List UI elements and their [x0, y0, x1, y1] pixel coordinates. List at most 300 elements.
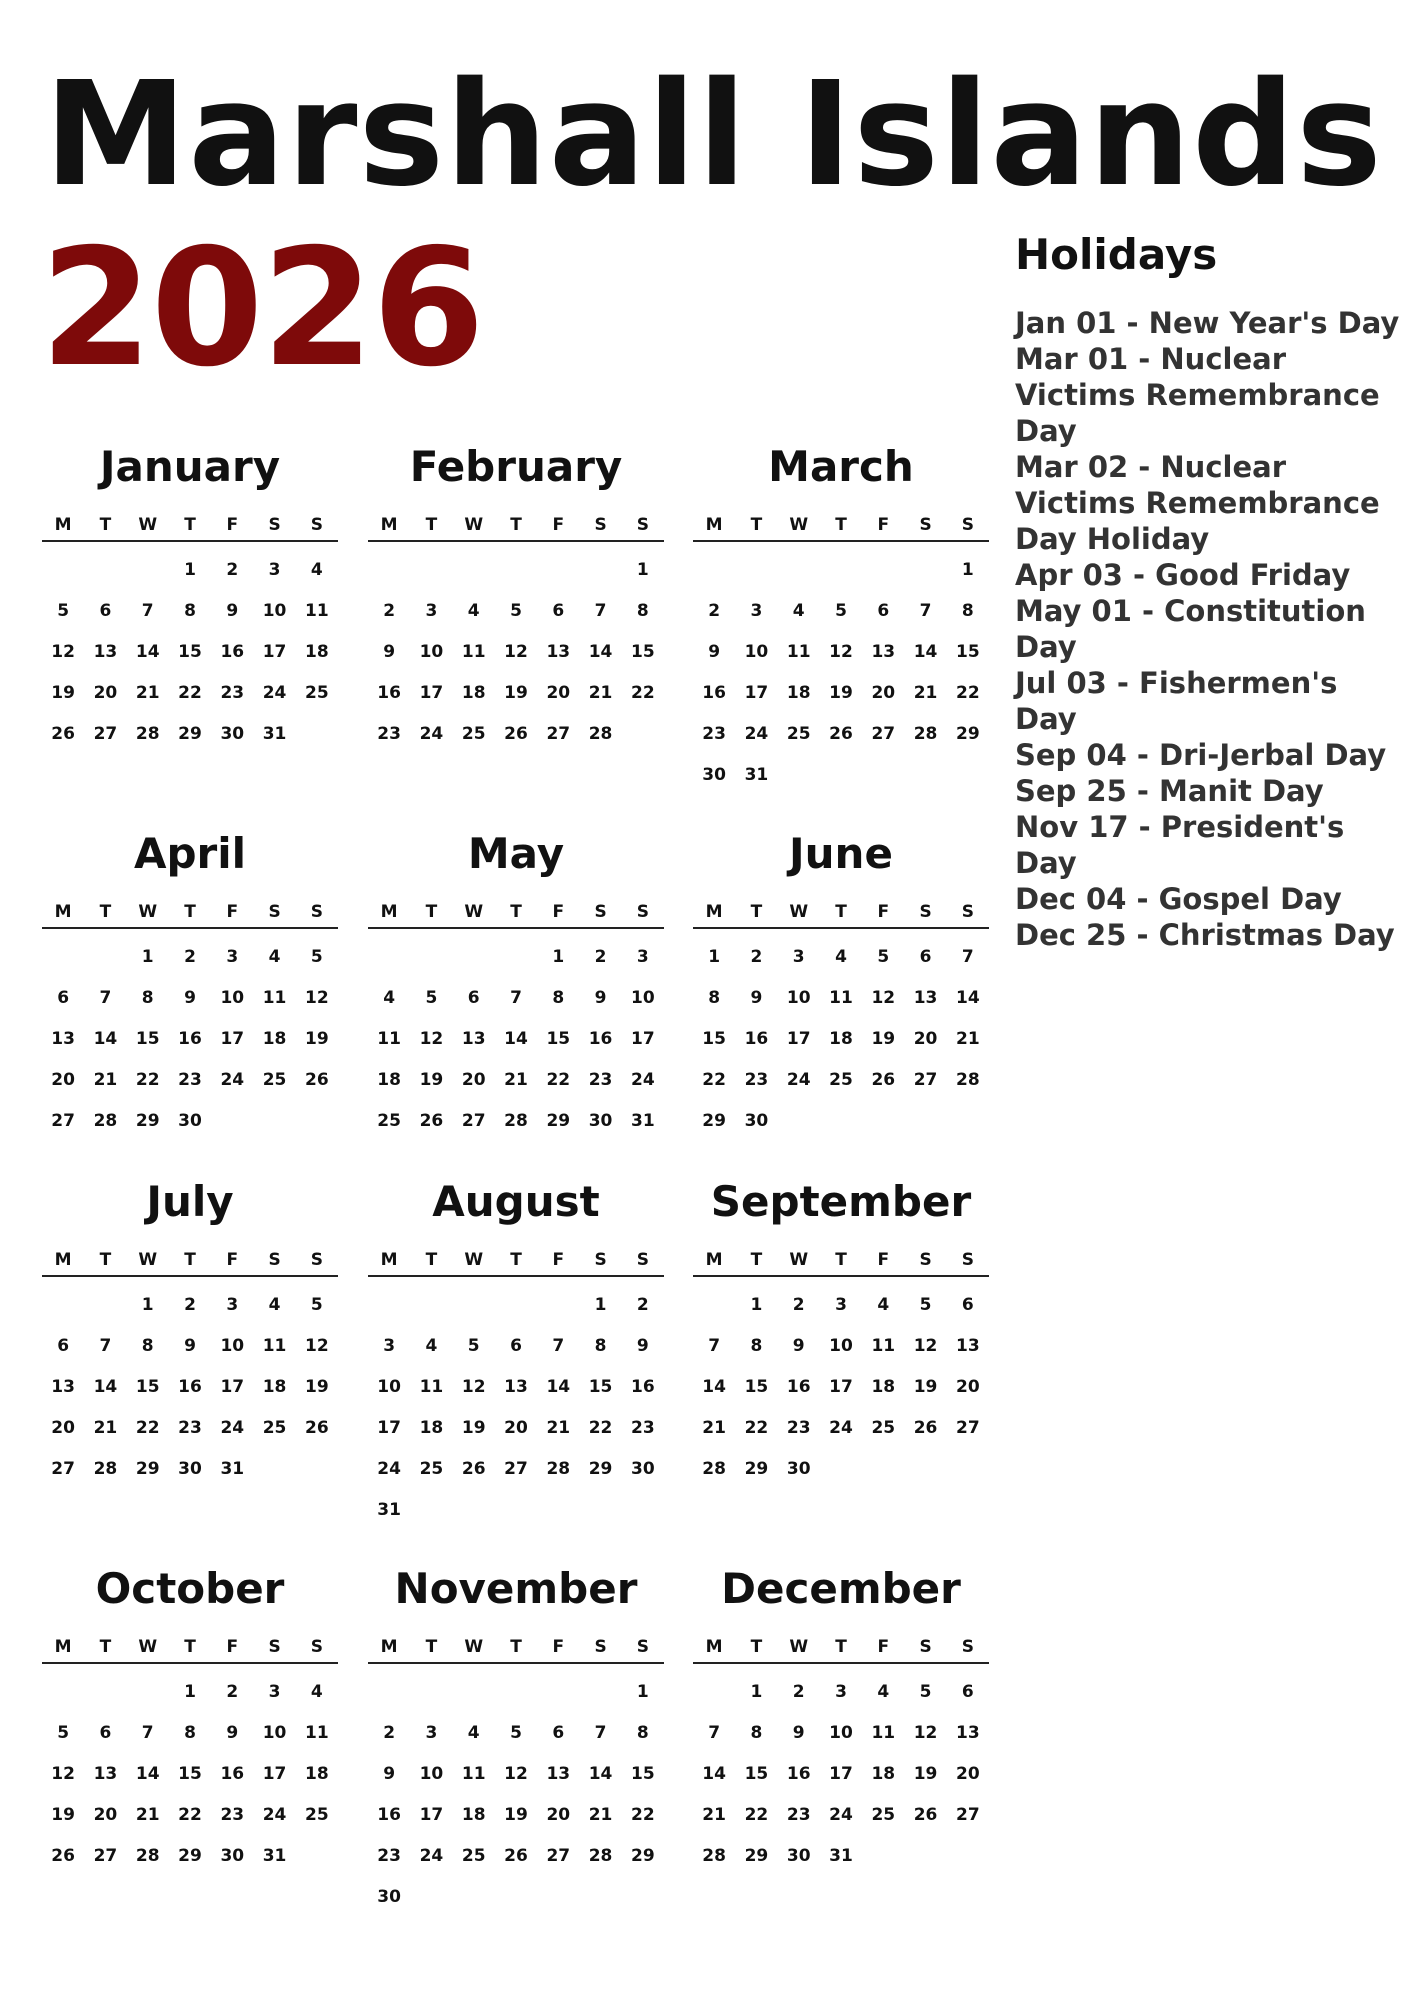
- holidays-panel: [1015, 230, 1400, 953]
- empty-cell: [537, 1285, 579, 1326]
- weekday-label: W: [464, 1637, 484, 1657]
- empty-cell: [820, 1101, 862, 1142]
- empty-cell: [42, 937, 84, 978]
- empty-cell: [453, 1490, 495, 1531]
- day-cell: 3: [425, 1723, 438, 1743]
- day-cell: 19: [504, 1805, 528, 1825]
- day-cell: 27: [51, 1111, 75, 1131]
- day-cell: 21: [504, 1070, 528, 1090]
- day-cell: 16: [178, 1029, 202, 1049]
- month-name: May: [467, 829, 565, 878]
- day-cell: 16: [786, 1764, 811, 1784]
- day-cell: 5: [57, 1723, 70, 1743]
- day-cell: 10: [744, 642, 769, 662]
- day-cell: 15: [178, 1764, 202, 1784]
- week-row: [693, 978, 989, 1019]
- month-december: [693, 1560, 989, 1877]
- day-cell: 23: [744, 1070, 769, 1090]
- day-cell: 28: [135, 724, 160, 744]
- empty-cell: [368, 1285, 410, 1326]
- day-cell: 11: [419, 1377, 444, 1397]
- day-cell: 5: [835, 601, 847, 621]
- day-cell: 22: [631, 1805, 655, 1825]
- day-cell: 26: [871, 1070, 896, 1090]
- empty-cell: [862, 1836, 904, 1877]
- empty-cell: [862, 1101, 904, 1142]
- day-cell: 1: [708, 947, 721, 967]
- month-name: April: [133, 829, 247, 878]
- day-cell: 18: [461, 1805, 486, 1825]
- day-cell: 22: [178, 1805, 202, 1825]
- day-cell: 27: [956, 1805, 980, 1825]
- empty-cell: [904, 1836, 946, 1877]
- weekday-label: W: [464, 902, 484, 922]
- day-cell: 29: [178, 724, 202, 744]
- day-cell: 28: [588, 724, 613, 744]
- day-cell: 29: [744, 1459, 769, 1479]
- week-row: [368, 1754, 664, 1795]
- day-cell: 4: [268, 1295, 281, 1315]
- empty-cell: [296, 1449, 338, 1490]
- day-cell: 21: [702, 1805, 726, 1825]
- week-row: [42, 1672, 338, 1713]
- day-cell: 31: [631, 1111, 655, 1131]
- month-name: October: [95, 1564, 285, 1613]
- day-cell: 13: [93, 642, 118, 662]
- day-cell: 25: [305, 1805, 329, 1825]
- month-name: January: [99, 442, 281, 491]
- day-cell: 26: [913, 1805, 938, 1825]
- day-cell: 6: [57, 1336, 70, 1356]
- day-cell: 29: [135, 1111, 160, 1131]
- empty-cell: [368, 550, 410, 591]
- empty-cell: [84, 1285, 126, 1326]
- empty-cell: [410, 937, 452, 978]
- day-cell: 5: [310, 947, 323, 967]
- week-row: [42, 714, 338, 755]
- day-cell: 22: [631, 683, 655, 703]
- day-cell: 27: [504, 1459, 528, 1479]
- day-cell: 23: [220, 683, 245, 703]
- day-cell: 24: [786, 1070, 811, 1090]
- empty-cell: [410, 1490, 452, 1531]
- weekday-header: [368, 1632, 664, 1664]
- day-cell: 5: [310, 1295, 323, 1315]
- day-cell: 26: [305, 1418, 329, 1438]
- day-cell: 19: [51, 1805, 75, 1825]
- day-cell: 24: [419, 724, 444, 744]
- day-cell: 24: [419, 1846, 444, 1866]
- day-cell: 10: [829, 1336, 853, 1356]
- weekday-label: T: [99, 1250, 112, 1270]
- week-row: [368, 1408, 664, 1449]
- day-cell: 4: [310, 560, 323, 580]
- day-cell: 30: [702, 765, 726, 785]
- weekday-header: [42, 1245, 338, 1277]
- day-cell: 3: [383, 1336, 396, 1356]
- weekday-label: M: [380, 1637, 398, 1657]
- day-cell: 7: [919, 601, 932, 621]
- day-cell: 1: [750, 1682, 763, 1702]
- day-cell: 26: [913, 1418, 938, 1438]
- day-cell: 23: [786, 1805, 811, 1825]
- day-cell: 15: [631, 642, 655, 662]
- day-cell: 18: [377, 1070, 401, 1090]
- weekday-label: T: [184, 1637, 196, 1657]
- day-cell: 21: [135, 1805, 160, 1825]
- day-cell: 2: [750, 947, 763, 967]
- day-cell: 21: [135, 683, 160, 703]
- empty-cell: [42, 550, 84, 591]
- day-cell: 11: [461, 642, 486, 662]
- weekday-label: F: [552, 1637, 565, 1657]
- empty-cell: [778, 1101, 820, 1142]
- day-cell: 12: [51, 642, 75, 662]
- day-cell: 14: [93, 1029, 118, 1049]
- day-cell: 30: [377, 1887, 401, 1907]
- weekday-label: S: [594, 515, 607, 535]
- day-cell: 4: [467, 1723, 480, 1743]
- week-row: [693, 1060, 989, 1101]
- empty-cell: [495, 1285, 537, 1326]
- day-cell: 17: [220, 1377, 245, 1397]
- day-cell: 9: [792, 1723, 805, 1743]
- day-cell: 9: [226, 1723, 239, 1743]
- day-cell: 21: [93, 1418, 118, 1438]
- empty-cell: [127, 1672, 169, 1713]
- day-cell: 19: [913, 1377, 938, 1397]
- day-cell: 8: [141, 988, 154, 1008]
- day-cell: 3: [750, 601, 763, 621]
- empty-cell: [947, 755, 989, 796]
- weekday-label: F: [877, 902, 890, 922]
- day-cell: 14: [956, 988, 980, 1008]
- day-cell: 31: [829, 1846, 853, 1866]
- week-row: [693, 1672, 989, 1713]
- day-cell: 28: [588, 1846, 613, 1866]
- week-row: [42, 1836, 338, 1877]
- day-cell: 13: [504, 1377, 528, 1397]
- day-cell: 16: [588, 1029, 613, 1049]
- empty-cell: [368, 1672, 410, 1713]
- day-cell: 30: [178, 1111, 202, 1131]
- day-cell: 16: [377, 683, 401, 703]
- day-cell: 17: [829, 1764, 853, 1784]
- day-cell: 13: [51, 1377, 75, 1397]
- day-cell: 8: [636, 1723, 649, 1743]
- empty-cell: [579, 550, 621, 591]
- weekday-label: S: [636, 902, 649, 922]
- day-cell: 1: [141, 947, 154, 967]
- empty-cell: [84, 1672, 126, 1713]
- month-name: March: [768, 442, 914, 491]
- day-cell: 14: [702, 1764, 726, 1784]
- day-cell: 21: [913, 683, 938, 703]
- empty-cell: [42, 1672, 84, 1713]
- day-cell: 23: [631, 1418, 655, 1438]
- day-cell: 7: [708, 1336, 721, 1356]
- weekday-label: S: [919, 515, 932, 535]
- weekday-label: S: [594, 1250, 607, 1270]
- empty-cell: [453, 937, 495, 978]
- empty-cell: [495, 1672, 537, 1713]
- day-cell: 5: [425, 988, 438, 1008]
- day-cell: 7: [708, 1723, 721, 1743]
- day-cell: 30: [220, 724, 245, 744]
- month-february: [368, 438, 664, 755]
- weekday-label: M: [380, 515, 398, 535]
- empty-cell: [622, 714, 664, 755]
- weekday-label: W: [464, 1250, 484, 1270]
- day-cell: 20: [504, 1418, 528, 1438]
- day-cell: 28: [546, 1459, 571, 1479]
- month-name: December: [721, 1564, 961, 1613]
- weekday-label: T: [750, 902, 763, 922]
- week-row: [368, 978, 664, 1019]
- day-cell: 27: [51, 1459, 75, 1479]
- weekday-label: T: [425, 902, 438, 922]
- week-row: [42, 937, 338, 978]
- weekday-label: S: [636, 1637, 649, 1657]
- week-row: [693, 550, 989, 591]
- day-cell: 25: [461, 1846, 486, 1866]
- day-cell: 14: [702, 1377, 726, 1397]
- day-cell: 10: [786, 988, 811, 1008]
- month-september: [693, 1173, 989, 1490]
- week-row: [693, 937, 989, 978]
- week-row: [368, 1326, 664, 1367]
- day-cell: 16: [702, 683, 726, 703]
- day-cell: 8: [184, 1723, 196, 1743]
- day-cell: 11: [305, 1723, 329, 1743]
- day-cell: 29: [956, 724, 980, 744]
- day-cell: 11: [871, 1336, 896, 1356]
- day-cell: 24: [220, 1070, 245, 1090]
- week-row: [368, 1836, 664, 1877]
- day-cell: 26: [504, 1846, 528, 1866]
- weekday-label: M: [705, 1250, 723, 1270]
- day-cell: 6: [961, 1295, 974, 1315]
- week-row: [368, 550, 664, 591]
- empty-cell: [537, 1672, 579, 1713]
- week-row: [42, 978, 338, 1019]
- week-row: [693, 1326, 989, 1367]
- day-cell: 9: [750, 988, 763, 1008]
- day-cell: 3: [835, 1682, 847, 1702]
- month-october: [42, 1560, 338, 1877]
- day-cell: 3: [268, 1682, 281, 1702]
- weekday-label: S: [961, 515, 974, 535]
- day-cell: 26: [305, 1070, 329, 1090]
- empty-cell: [904, 1101, 946, 1142]
- day-cell: 16: [631, 1377, 655, 1397]
- day-cell: 21: [588, 1805, 613, 1825]
- day-cell: 4: [310, 1682, 323, 1702]
- week-row: [693, 673, 989, 714]
- week-row: [42, 1754, 338, 1795]
- weekday-label: M: [380, 902, 398, 922]
- day-cell: 23: [220, 1805, 245, 1825]
- day-cell: 2: [383, 1723, 396, 1743]
- empty-cell: [778, 550, 820, 591]
- day-cell: 29: [178, 1846, 202, 1866]
- year-heading: 2026: [40, 215, 483, 403]
- day-cell: 11: [305, 601, 329, 621]
- day-cell: 7: [961, 947, 974, 967]
- week-row: [42, 1795, 338, 1836]
- day-cell: 22: [546, 1070, 571, 1090]
- day-cell: 20: [461, 1070, 486, 1090]
- day-cell: 11: [786, 642, 811, 662]
- week-row: [693, 1285, 989, 1326]
- weekday-label: M: [54, 902, 72, 922]
- day-cell: 13: [51, 1029, 75, 1049]
- day-cell: 11: [871, 1723, 896, 1743]
- day-cell: 17: [786, 1029, 811, 1049]
- day-cell: 6: [99, 1723, 112, 1743]
- day-cell: 9: [383, 1764, 396, 1784]
- day-cell: 12: [461, 1377, 486, 1397]
- weekday-label: T: [99, 902, 112, 922]
- day-cell: 31: [744, 765, 769, 785]
- weekday-label: F: [877, 1637, 890, 1657]
- holiday-item: Mar 02 - Nuclear Victims Remembrance Day Holiday: [1015, 450, 1380, 556]
- day-cell: 23: [377, 724, 401, 744]
- day-cell: 19: [504, 683, 528, 703]
- weekday-header: [42, 510, 338, 542]
- day-cell: 5: [510, 1723, 522, 1743]
- day-cell: 30: [631, 1459, 655, 1479]
- day-cell: 25: [829, 1070, 853, 1090]
- day-cell: 3: [792, 947, 805, 967]
- day-cell: 24: [829, 1418, 853, 1438]
- weekday-label: S: [310, 515, 323, 535]
- empty-cell: [904, 550, 946, 591]
- weekday-header: [693, 897, 989, 929]
- week-row: [368, 1449, 664, 1490]
- day-cell: 6: [467, 988, 480, 1008]
- day-cell: 18: [305, 1764, 329, 1784]
- day-cell: 23: [786, 1418, 811, 1438]
- day-cell: 14: [588, 642, 613, 662]
- day-cell: 5: [467, 1336, 480, 1356]
- weekday-label: M: [54, 1637, 72, 1657]
- day-cell: 1: [552, 947, 565, 967]
- day-cell: 20: [93, 1805, 118, 1825]
- empty-cell: [904, 1449, 946, 1490]
- day-cell: 10: [419, 642, 444, 662]
- day-cell: 12: [504, 1764, 528, 1784]
- weekday-label: S: [919, 902, 932, 922]
- empty-cell: [693, 550, 735, 591]
- day-cell: 27: [93, 1846, 118, 1866]
- day-cell: 28: [702, 1459, 726, 1479]
- weekday-label: W: [138, 902, 158, 922]
- day-cell: 26: [419, 1111, 444, 1131]
- weekday-label: F: [552, 515, 565, 535]
- day-cell: 26: [829, 724, 853, 744]
- empty-cell: [410, 1672, 452, 1713]
- empty-cell: [453, 1285, 495, 1326]
- weekday-header: [368, 897, 664, 929]
- weekday-header: [693, 510, 989, 542]
- day-cell: 28: [93, 1111, 118, 1131]
- day-cell: 16: [744, 1029, 769, 1049]
- day-cell: 18: [305, 642, 329, 662]
- weekday-header: [368, 510, 664, 542]
- day-cell: 27: [956, 1418, 980, 1438]
- day-cell: 14: [546, 1377, 571, 1397]
- day-cell: 30: [588, 1111, 613, 1131]
- week-row: [693, 1367, 989, 1408]
- day-cell: 22: [135, 1070, 160, 1090]
- day-cell: 31: [377, 1500, 401, 1520]
- weekday-label: T: [510, 902, 522, 922]
- weekday-label: S: [310, 1637, 323, 1657]
- day-cell: 2: [184, 947, 196, 967]
- holiday-list: [1015, 305, 1400, 953]
- day-cell: 17: [631, 1029, 655, 1049]
- day-cell: 26: [504, 724, 528, 744]
- day-cell: 4: [792, 601, 805, 621]
- day-cell: 6: [552, 1723, 565, 1743]
- week-row: [368, 1713, 664, 1754]
- day-cell: 28: [702, 1846, 726, 1866]
- day-cell: 30: [786, 1846, 811, 1866]
- week-row: [42, 550, 338, 591]
- day-cell: 12: [305, 1336, 329, 1356]
- empty-cell: [820, 755, 862, 796]
- week-row: [42, 591, 338, 632]
- day-cell: 7: [510, 988, 522, 1008]
- day-cell: 24: [220, 1418, 245, 1438]
- day-cell: 8: [184, 601, 196, 621]
- week-row: [368, 1019, 664, 1060]
- day-cell: 20: [956, 1377, 980, 1397]
- day-cell: 1: [184, 560, 196, 580]
- day-cell: 25: [419, 1459, 444, 1479]
- weekday-label: F: [226, 1250, 239, 1270]
- day-cell: 27: [461, 1111, 486, 1131]
- day-cell: 30: [178, 1459, 202, 1479]
- weekday-label: T: [184, 902, 196, 922]
- day-cell: 6: [552, 601, 565, 621]
- day-cell: 12: [913, 1336, 938, 1356]
- day-cell: 9: [594, 988, 607, 1008]
- day-cell: 13: [913, 988, 938, 1008]
- empty-cell: [453, 1672, 495, 1713]
- day-cell: 29: [135, 1459, 160, 1479]
- day-cell: 26: [51, 724, 75, 744]
- day-cell: 28: [913, 724, 938, 744]
- day-cell: 15: [744, 1377, 769, 1397]
- day-cell: 10: [631, 988, 655, 1008]
- day-cell: 12: [829, 642, 853, 662]
- day-cell: 5: [919, 1295, 932, 1315]
- day-cell: 19: [913, 1764, 938, 1784]
- day-cell: 7: [552, 1336, 565, 1356]
- day-cell: 22: [956, 683, 980, 703]
- weekday-label: M: [380, 1250, 398, 1270]
- weekday-label: F: [552, 1250, 565, 1270]
- day-cell: 18: [262, 1029, 287, 1049]
- day-cell: 5: [510, 601, 522, 621]
- weekday-label: S: [268, 1637, 281, 1657]
- day-cell: 6: [961, 1682, 974, 1702]
- week-row: [42, 1367, 338, 1408]
- day-cell: 25: [262, 1418, 287, 1438]
- weekday-label: S: [594, 1637, 607, 1657]
